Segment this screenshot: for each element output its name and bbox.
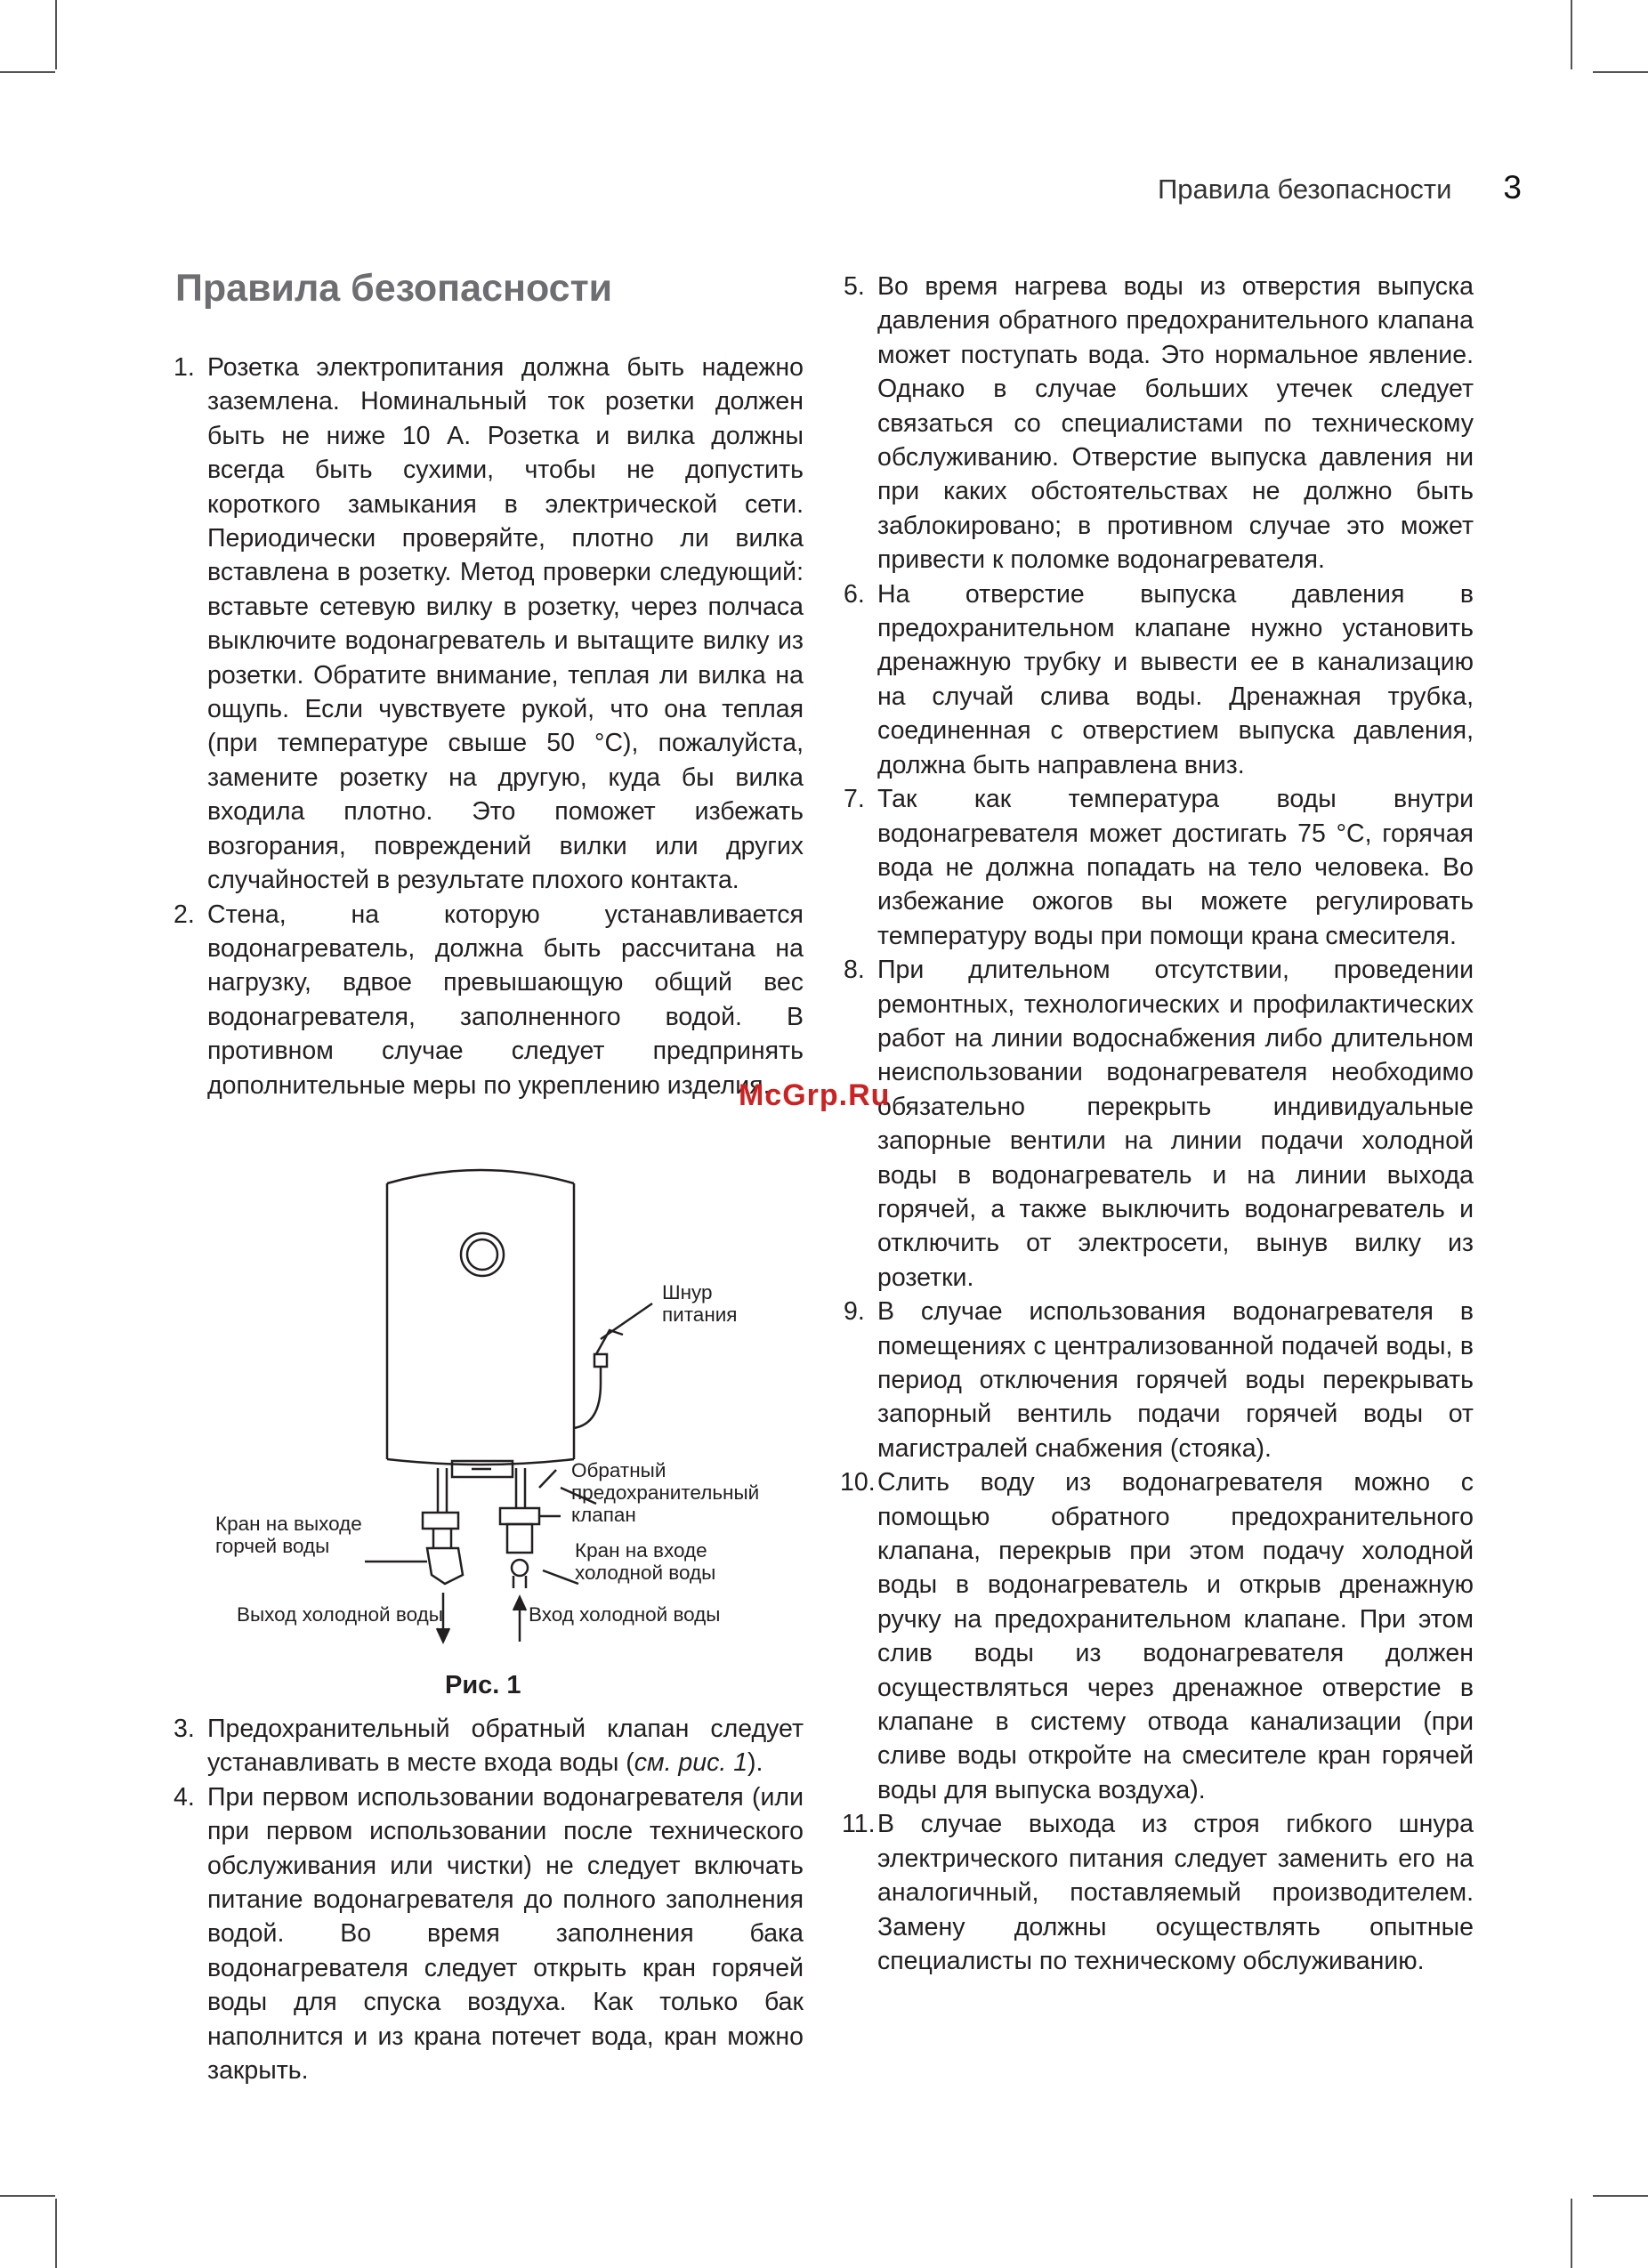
crop-mark — [1593, 71, 1648, 73]
item-number: 6. — [844, 579, 865, 609]
item-number: 2. — [174, 900, 195, 929]
item-number: 9. — [844, 1297, 865, 1327]
item-number: 3. — [174, 1715, 195, 1743]
safety-valve — [500, 1508, 539, 1524]
cold-tap-leader — [543, 1570, 578, 1584]
left-column-lower — [174, 1712, 804, 2087]
item-text-after: ). — [747, 1748, 763, 1778]
watermark: McGrp.Ru — [739, 1078, 891, 1112]
item-text: Так как температура воды внутри водонагревателя может достигать 75 °С, горячая вода не должна попадать на тело человека. Во избежание ожогов вы можете регулировать температуру воды при помощи крана смесителя. — [877, 785, 1474, 950]
page-number: 3 — [1503, 169, 1522, 206]
item-number: 7. — [844, 785, 865, 814]
list-item — [174, 898, 804, 1102]
list-item — [174, 1712, 804, 1780]
item-text: Стена, на которую устанавливается водонагреватель, должна быть рассчитана на нагрузку, вдвое превышающую общий вес водонагревателя, заполненного водой. В противном случае следует предпринять дополнительные меры по укреплению изделия. — [207, 900, 804, 1100]
item-number: 11. — [842, 1810, 876, 1839]
item-text: В случае использования водонагревателя в помещениях с централизованной подачей воды, в период отключения горячей воды перекрывать запорный вентиль подачи горячей воды от магистралей снабжения (стояка). — [877, 1297, 1474, 1463]
list-item — [844, 577, 1474, 782]
item-number: 1. — [174, 353, 195, 382]
list-item — [844, 270, 1474, 577]
hot-water-tap — [423, 1513, 458, 1529]
crop-mark — [1593, 2195, 1648, 2197]
list-item — [840, 1465, 1474, 1807]
label-safety-valve: Обратный предохранительный клапан — [571, 1459, 760, 1526]
label-power-cord: Шнур питания — [662, 1281, 738, 1326]
crop-mark — [0, 71, 55, 73]
item-text: Предохранительный обратный клапан следует устанавливать в месте входа воды ( — [207, 1715, 804, 1778]
item-text: При первом использовании водонагревателя (или при первом использовании после технического обслуживания или чистки) не следует включать питание водонагревателя до полного заполнения водой. Во время заполнения бака водонагревателя следует открыть кран горячей воды для спуска воздуха. Как только бак наполнится и из крана потечет вода, кран можно закрыть. — [207, 1782, 804, 2086]
item-text: Розетка электропитания должна быть надежно заземлена. Номинальный ток розетки должен быть не ниже 10 А. Розетка и вилка должны всегда быть сухими, чтобы не допустить короткого замыкания в электрической сети. Периодически проверяйте, плотно ли вилка вставлена в розетку. Метод проверки следующий: вставьте сетевую вилку в розетку, через полчаса выключите водонагреватель и вытащите вилку из розетки. Обратите внимание, теплая ли вилка на ощупь. Если чувствуете рукой, что она теплая (при температуре свыше 50 °С), пожалуйста, замените розетку на другую, куда бы вилка входила плотно. Это поможет избежать возгорания, повреждений вилки или других случайностей в результате плохого контакта. — [207, 353, 804, 895]
tank-top — [387, 1170, 574, 1183]
figure-caption: Рис. 1 — [445, 1671, 521, 1699]
item-text: В случае выхода из строя гибкого шнура электрического питания следует заменить его на аналогичный, поставляемый производителем. Замену должны осуществлять опытные специалисты по техническому обслуживанию. — [877, 1810, 1474, 1975]
water-heater-diagram — [205, 1157, 810, 1664]
label-cold-tap: Кран на входе холодной воды — [575, 1539, 716, 1584]
item-number: 10. — [840, 1468, 876, 1497]
item-text: При длительном отсутствии, проведении ремонтных, технологических и профилактических работ на линии водоснабжения либо длительном неиспользовании водонагревателя необходимо обязательно перекрыть индивидуальные запорные вентили на линии подачи холодной воды в водонагреватель и на линии выхода горячей, а также выключить водонагреватель и отключить от электросети, вынув вилку из розетки. — [877, 956, 1474, 1292]
list-item — [844, 1807, 1474, 1978]
cold-water-tap — [507, 1524, 532, 1553]
item-text: На отверстие выпуска давления в предохранительном клапане нужно установить дренажную трубку и вывести ее в канализацию на случай слива воды. Дренажная трубка, соединенная с отверстием выпуска давления, должна быть направлена вниз. — [877, 579, 1474, 779]
water-heater-figure — [205, 1157, 810, 1699]
list-item — [174, 1780, 804, 2088]
running-title: Правила безопасности — [1157, 174, 1452, 205]
item-number: 8. — [844, 956, 865, 985]
crop-mark — [1571, 2199, 1572, 2268]
item-number: 4. — [174, 1782, 195, 1812]
right-column — [840, 270, 1474, 1978]
figure-reference: см. рис. 1 — [634, 1748, 748, 1778]
list-item — [844, 953, 1474, 1295]
item-text: Во время нагрева воды из отверстия выпуска давления обратного предохранительного клапана может поступать вода. Это нормальное явление. Однако в случае больших утечек следует связаться со специалистами по техническому обслуживанию. Отверстие выпуска давления ни при каких обстоятельствах не должно быть заблокировано; в противном случае это может привести к поломке водонагревателя. — [877, 272, 1474, 575]
item-number: 5. — [844, 272, 865, 301]
crop-mark — [1571, 0, 1572, 69]
crop-mark — [0, 2195, 55, 2197]
item-text: Слить воду из водонагревателя можно с помощью обратного предохранительного клапана, перекрыв при этом подачу холодной воды в водонагреватель и открыв дренажную ручку на предохранительном клапане. При этом слив воды из водонагревателя должен осуществляться через дренажное отверстие в клапане в систему отвода канализации (при сливе воды откройте на смесителе кран горячей воды для выпуска воздуха). — [877, 1468, 1474, 1804]
list-item — [844, 782, 1474, 953]
list-item — [174, 351, 804, 898]
crop-mark — [55, 2199, 57, 2268]
label-inlet: Вход холодной воды — [529, 1603, 721, 1626]
left-column — [174, 351, 804, 1102]
list-item — [844, 1295, 1474, 1465]
section-title: Правила безопасности — [175, 267, 613, 310]
label-hot-tap: Кран на выходе горчей воды — [215, 1513, 362, 1557]
label-outlet: Выход холодной воды — [237, 1603, 443, 1626]
power-cord — [574, 1366, 601, 1428]
running-head — [1158, 169, 1522, 206]
crop-mark — [55, 0, 57, 69]
